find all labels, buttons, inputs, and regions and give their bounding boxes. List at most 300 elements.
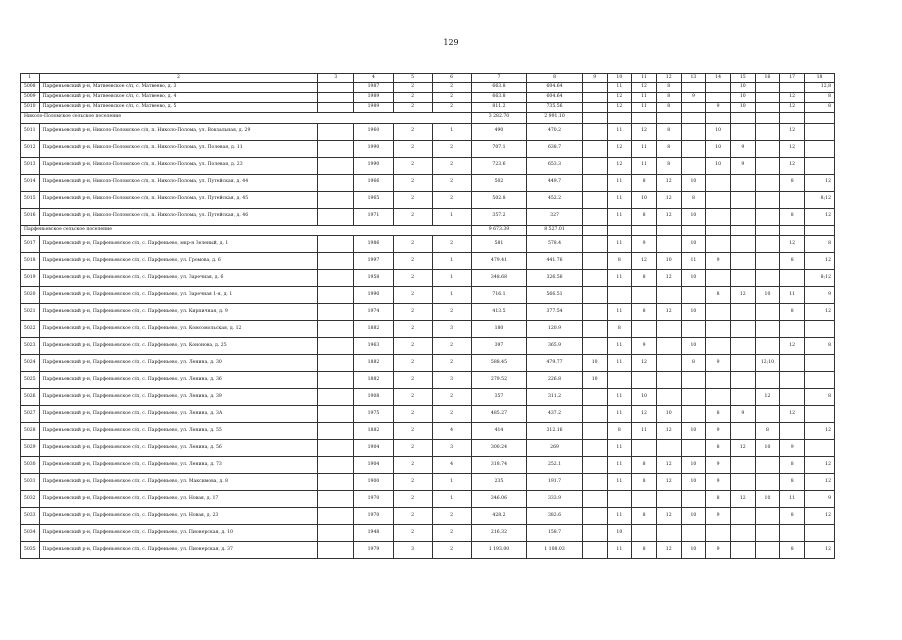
table-cell: 9 bbox=[706, 253, 731, 270]
table-cell: 2 bbox=[432, 525, 471, 542]
table-cell: 4 bbox=[432, 457, 471, 474]
table-cell bbox=[706, 93, 731, 103]
table-cell: 2 bbox=[432, 140, 471, 157]
table-cell bbox=[755, 236, 780, 253]
table-cell: 663.8 bbox=[471, 83, 527, 93]
table-row bbox=[21, 208, 835, 225]
table-cell bbox=[755, 525, 780, 542]
table-cell: 10 bbox=[681, 208, 706, 225]
table-cell: 8 bbox=[755, 423, 780, 440]
table-cell bbox=[780, 270, 805, 287]
table-cell: 8 bbox=[805, 338, 835, 355]
table-cell: 397 bbox=[471, 338, 527, 355]
table-cell bbox=[755, 123, 780, 140]
table-cell: 2 bbox=[393, 103, 432, 113]
table-cell bbox=[318, 440, 354, 457]
table-cell: 2 bbox=[432, 304, 471, 321]
table-cell bbox=[706, 236, 731, 253]
table-cell bbox=[706, 113, 731, 124]
table-cell bbox=[755, 93, 780, 103]
table-cell: 12 bbox=[656, 474, 681, 491]
table-cell: 1908 bbox=[354, 389, 393, 406]
table-cell: 12 bbox=[780, 236, 805, 253]
row-number: 5021 bbox=[21, 304, 40, 321]
table-cell bbox=[730, 525, 755, 542]
table-cell: 216.32 bbox=[471, 525, 527, 542]
table-cell bbox=[706, 304, 731, 321]
table-cell bbox=[318, 525, 354, 542]
table-cell: 9 bbox=[632, 338, 657, 355]
address-cell: Парфеньевский р-н, Парфеньевское с/п, с. Парфеньево, ул. Ленина, д. 3А bbox=[39, 406, 318, 423]
housing-register-table bbox=[20, 73, 835, 559]
table-cell: 12 bbox=[632, 253, 657, 270]
table-cell: 12 bbox=[805, 423, 835, 440]
table-cell: 1979 bbox=[354, 542, 393, 559]
table-row bbox=[21, 423, 835, 440]
table-cell bbox=[632, 287, 657, 304]
subtotal-value: 9 673.39 bbox=[471, 225, 527, 236]
table-cell: 11 bbox=[632, 103, 657, 113]
table-cell bbox=[755, 174, 780, 191]
table-cell: 12 bbox=[656, 457, 681, 474]
table-cell bbox=[318, 491, 354, 508]
table-cell bbox=[730, 191, 755, 208]
table-cell: 588.45 bbox=[471, 355, 527, 372]
table-cell: 12;10 bbox=[755, 355, 780, 372]
table-cell: 1 bbox=[432, 123, 471, 140]
table-cell: 566.51 bbox=[527, 287, 583, 304]
table-cell: 10 bbox=[681, 474, 706, 491]
subtotal-value: 8 527.01 bbox=[527, 225, 583, 236]
table-cell: 1904 bbox=[354, 440, 393, 457]
table-cell: 470.2 bbox=[527, 123, 583, 140]
table-cell: 2 bbox=[432, 83, 471, 93]
table-cell: 2 bbox=[393, 321, 432, 338]
table-cell bbox=[318, 103, 354, 113]
table-cell: 12 bbox=[805, 457, 835, 474]
table-cell bbox=[730, 355, 755, 372]
table-cell: 365.9 bbox=[527, 338, 583, 355]
table-cell bbox=[318, 93, 354, 103]
table-cell: 490 bbox=[471, 123, 527, 140]
table-cell: 8;12 bbox=[805, 191, 835, 208]
table-cell: 8 bbox=[706, 440, 731, 457]
table-cell: 2 bbox=[432, 338, 471, 355]
table-row bbox=[21, 355, 835, 372]
address-cell: Парфеньевский р-н, Николо-Поломское с/п, п. Николо-Полома, ул. Путейская, д. 46 bbox=[39, 208, 318, 225]
table-cell: 8 bbox=[805, 389, 835, 406]
table-cell: 12 bbox=[805, 174, 835, 191]
table-cell: 12 bbox=[780, 93, 805, 103]
table-row bbox=[21, 406, 835, 423]
table-cell: 735.56 bbox=[527, 103, 583, 113]
table-cell bbox=[755, 372, 780, 389]
table-cell: 2 bbox=[393, 93, 432, 103]
address-cell: Парфеньевский р-н, Парфеньевское с/п, с. Парфеньево, ул. Ленина, д. 55 bbox=[39, 423, 318, 440]
table-cell bbox=[582, 389, 607, 406]
table-cell: 1987 bbox=[354, 83, 393, 93]
table-cell: 12,8 bbox=[805, 83, 835, 93]
table-cell bbox=[780, 355, 805, 372]
table-cell: 180 bbox=[471, 321, 527, 338]
table-cell bbox=[632, 372, 657, 389]
table-cell: 2 bbox=[393, 457, 432, 474]
table-cell: 11 bbox=[607, 123, 632, 140]
row-number: 5023 bbox=[21, 338, 40, 355]
table-cell bbox=[681, 287, 706, 304]
address-cell: Парфеньевский р-н, Матвеевское с/п, с. Матвеево, д. 3 bbox=[39, 83, 318, 93]
table-cell bbox=[582, 140, 607, 157]
table-cell: 8 bbox=[780, 304, 805, 321]
address-cell: Парфеньевский р-н, Парфеньевское с/п, с. Парфеньево, ул. Комсомольская, д. 12 bbox=[39, 321, 318, 338]
table-row bbox=[21, 93, 835, 103]
table-cell bbox=[318, 406, 354, 423]
table-cell: 10 bbox=[582, 355, 607, 372]
table-cell: 8 bbox=[780, 508, 805, 525]
table-cell: 8 bbox=[656, 83, 681, 93]
table-cell bbox=[805, 140, 835, 157]
table-cell bbox=[805, 321, 835, 338]
table-cell: 723.6 bbox=[471, 157, 527, 174]
table-cell bbox=[730, 174, 755, 191]
table-cell bbox=[582, 225, 607, 236]
table-cell: 11 bbox=[607, 389, 632, 406]
table-cell: 8 bbox=[805, 236, 835, 253]
table-cell: 158.7 bbox=[527, 525, 583, 542]
table-cell: 11 bbox=[780, 491, 805, 508]
table-body bbox=[21, 83, 835, 559]
table-cell bbox=[780, 191, 805, 208]
table-cell bbox=[805, 123, 835, 140]
column-header: 11 bbox=[632, 74, 657, 83]
table-cell bbox=[805, 406, 835, 423]
table-cell: 2 bbox=[432, 236, 471, 253]
table-cell: 8 bbox=[632, 174, 657, 191]
table-cell: 8 bbox=[706, 491, 731, 508]
table-cell: 269 bbox=[527, 440, 583, 457]
table-cell: 2 bbox=[432, 389, 471, 406]
table-cell: 10 bbox=[681, 304, 706, 321]
table-cell bbox=[656, 225, 681, 236]
table-cell: 479.77 bbox=[527, 355, 583, 372]
address-cell: Парфеньевский р-н, Парфеньевское с/п, с. Парфеньево, ул. Ленина, д. 36 bbox=[39, 372, 318, 389]
table-cell: 8 bbox=[632, 208, 657, 225]
table-cell: 8 bbox=[681, 355, 706, 372]
table-cell: 8 bbox=[632, 542, 657, 559]
row-number: 5016 bbox=[21, 208, 40, 225]
table-cell: 9 bbox=[706, 457, 731, 474]
table-row bbox=[21, 157, 835, 174]
table-cell bbox=[681, 157, 706, 174]
address-cell: Парфеньевский р-н, Парфеньевское с/п, с. Парфеньево, ул. Ленина, д. 73 bbox=[39, 457, 318, 474]
table-cell bbox=[730, 372, 755, 389]
table-cell: 3 bbox=[432, 372, 471, 389]
table-cell: 1 bbox=[432, 491, 471, 508]
table-cell bbox=[318, 270, 354, 287]
table-cell bbox=[730, 123, 755, 140]
table-cell bbox=[632, 225, 657, 236]
table-cell: 2 bbox=[432, 508, 471, 525]
table-cell: 2 bbox=[393, 83, 432, 93]
settlement-subtotal-row bbox=[21, 113, 835, 124]
table-cell: 8 bbox=[632, 508, 657, 525]
table-cell bbox=[582, 123, 607, 140]
table-cell: 2 bbox=[393, 525, 432, 542]
table-cell: 452.2 bbox=[527, 191, 583, 208]
table-cell bbox=[730, 508, 755, 525]
table-cell: 8 bbox=[706, 406, 731, 423]
row-number: 5020 bbox=[21, 287, 40, 304]
table-cell bbox=[681, 440, 706, 457]
table-row bbox=[21, 321, 835, 338]
table-cell bbox=[755, 157, 780, 174]
table-cell: 2 bbox=[393, 140, 432, 157]
table-cell: 12 bbox=[780, 338, 805, 355]
row-number: 5031 bbox=[21, 474, 40, 491]
column-header: 9 bbox=[582, 74, 607, 83]
table-cell bbox=[582, 83, 607, 93]
table-cell bbox=[582, 525, 607, 542]
table-cell: 12 bbox=[632, 355, 657, 372]
table-cell: 10 bbox=[656, 253, 681, 270]
column-header: 7 bbox=[471, 74, 527, 83]
table-cell: 9 bbox=[706, 103, 731, 113]
address-cell: Парфеньевский р-н, Парфеньевское с/п, с. Парфеньево, ул. Кирпичная, д. 9 bbox=[39, 304, 318, 321]
table-cell bbox=[656, 389, 681, 406]
table-cell bbox=[632, 525, 657, 542]
address-cell: Парфеньевский р-н, Матвеевское с/п, с. Матвеево, д. 4 bbox=[39, 93, 318, 103]
table-cell: 1958 bbox=[354, 270, 393, 287]
table-cell: 638.7 bbox=[527, 140, 583, 157]
table-cell: 2 bbox=[393, 372, 432, 389]
table-cell: 8 bbox=[780, 474, 805, 491]
row-number: 5012 bbox=[21, 140, 40, 157]
table-cell: 9 bbox=[706, 355, 731, 372]
row-number: 5025 bbox=[21, 372, 40, 389]
table-cell bbox=[755, 321, 780, 338]
table-cell bbox=[780, 525, 805, 542]
table-cell bbox=[318, 355, 354, 372]
table-cell bbox=[582, 236, 607, 253]
table-cell bbox=[755, 225, 780, 236]
table-cell bbox=[318, 457, 354, 474]
table-row bbox=[21, 372, 835, 389]
column-header: 5 bbox=[393, 74, 432, 83]
table-cell bbox=[730, 542, 755, 559]
table-cell bbox=[318, 236, 354, 253]
table-cell: 12 bbox=[656, 208, 681, 225]
table-cell bbox=[582, 406, 607, 423]
row-number: 5019 bbox=[21, 270, 40, 287]
row-number: 5018 bbox=[21, 253, 40, 270]
table-cell: 11 bbox=[632, 423, 657, 440]
table-cell bbox=[318, 83, 354, 93]
table-cell: 9 bbox=[632, 236, 657, 253]
table-cell: 502 bbox=[471, 174, 527, 191]
table-cell: 2 bbox=[432, 103, 471, 113]
table-cell: 1 bbox=[432, 474, 471, 491]
table-cell: 8 bbox=[805, 93, 835, 103]
table-cell bbox=[582, 253, 607, 270]
table-cell: 502.8 bbox=[471, 191, 527, 208]
table-cell bbox=[318, 191, 354, 208]
table-cell bbox=[730, 457, 755, 474]
table-row bbox=[21, 338, 835, 355]
table-cell bbox=[656, 372, 681, 389]
table-cell: 707.1 bbox=[471, 140, 527, 157]
table-cell bbox=[681, 83, 706, 93]
table-cell: 8 bbox=[706, 287, 731, 304]
table-cell: 663.8 bbox=[471, 93, 527, 103]
table-cell bbox=[780, 225, 805, 236]
table-cell bbox=[706, 321, 731, 338]
address-cell: Парфеньевский р-н, Парфеньевское с/п, с. Парфеньево, ул. Максимова, д. 8 bbox=[39, 474, 318, 491]
table-cell: 326.56 bbox=[527, 270, 583, 287]
table-cell: 9 bbox=[681, 93, 706, 103]
subtotal-value: 3 282.70 bbox=[471, 113, 527, 124]
table-cell: 12 bbox=[656, 270, 681, 287]
table-cell: 10 bbox=[681, 174, 706, 191]
column-header: 12 bbox=[656, 74, 681, 83]
table-cell: 10 bbox=[582, 372, 607, 389]
table-cell: 11 bbox=[607, 440, 632, 457]
table-cell bbox=[805, 372, 835, 389]
table-cell: 8 bbox=[632, 270, 657, 287]
table-cell: 327 bbox=[527, 208, 583, 225]
table-cell bbox=[318, 174, 354, 191]
address-cell: Парфеньевский р-н, Парфеньевское с/п, с. Парфеньево, ул. Громова, д. 6 bbox=[39, 253, 318, 270]
settlement-name: Николо-Поломское сельское поселение bbox=[21, 113, 472, 124]
table-cell: 252.1 bbox=[527, 457, 583, 474]
table-cell: 12 bbox=[656, 542, 681, 559]
table-cell: 581 bbox=[471, 236, 527, 253]
table-cell: 3 bbox=[393, 542, 432, 559]
table-cell: 604.64 bbox=[527, 93, 583, 103]
table-cell: 9 bbox=[805, 491, 835, 508]
table-cell bbox=[582, 338, 607, 355]
table-cell bbox=[780, 321, 805, 338]
table-cell: 9 bbox=[805, 287, 835, 304]
table-cell: 8 bbox=[632, 304, 657, 321]
table-cell: 1970 bbox=[354, 508, 393, 525]
table-cell bbox=[582, 93, 607, 103]
table-cell: 9 bbox=[706, 542, 731, 559]
table-cell: 12 bbox=[805, 542, 835, 559]
table-cell bbox=[706, 191, 731, 208]
table-cell bbox=[780, 83, 805, 93]
column-header: 16 bbox=[755, 74, 780, 83]
table-cell: 12 bbox=[805, 304, 835, 321]
table-cell bbox=[755, 474, 780, 491]
table-cell bbox=[805, 225, 835, 236]
table-cell bbox=[730, 253, 755, 270]
table-cell: 2 bbox=[393, 287, 432, 304]
table-cell: 12 bbox=[656, 304, 681, 321]
table-cell bbox=[656, 287, 681, 304]
table-cell: 1900 bbox=[354, 474, 393, 491]
table-cell: 9 bbox=[780, 440, 805, 457]
table-cell bbox=[582, 103, 607, 113]
table-cell bbox=[681, 123, 706, 140]
column-header: 13 bbox=[681, 74, 706, 83]
table-cell: 1989 bbox=[354, 93, 393, 103]
table-cell: 11 bbox=[607, 208, 632, 225]
table-cell: 9 bbox=[706, 474, 731, 491]
table-cell bbox=[805, 113, 835, 124]
table-row bbox=[21, 542, 835, 559]
table-cell: 2 bbox=[432, 157, 471, 174]
table-row bbox=[21, 270, 835, 287]
table-cell bbox=[730, 474, 755, 491]
table-cell: 1882 bbox=[354, 321, 393, 338]
table-cell bbox=[730, 321, 755, 338]
table-cell bbox=[681, 372, 706, 389]
table-cell bbox=[656, 236, 681, 253]
table-cell: 10 bbox=[681, 338, 706, 355]
table-cell bbox=[730, 304, 755, 321]
row-number: 5034 bbox=[21, 525, 40, 542]
table-cell bbox=[755, 338, 780, 355]
table-cell bbox=[805, 525, 835, 542]
table-cell bbox=[318, 372, 354, 389]
table-cell: 10 bbox=[681, 457, 706, 474]
table-cell: 12 bbox=[607, 157, 632, 174]
table-cell: 2 bbox=[393, 491, 432, 508]
table-cell bbox=[318, 508, 354, 525]
table-cell: 604.64 bbox=[527, 83, 583, 93]
table-cell bbox=[755, 457, 780, 474]
table-cell: 12 bbox=[805, 208, 835, 225]
table-cell bbox=[607, 225, 632, 236]
row-number: 5029 bbox=[21, 440, 40, 457]
table-cell: 2 bbox=[393, 304, 432, 321]
table-cell bbox=[681, 525, 706, 542]
table-cell bbox=[582, 440, 607, 457]
table-cell bbox=[318, 474, 354, 491]
table-cell: 2 bbox=[393, 423, 432, 440]
table-cell: 1970 bbox=[354, 491, 393, 508]
table-cell bbox=[706, 208, 731, 225]
column-header: 4 bbox=[354, 74, 393, 83]
row-number: 5013 bbox=[21, 157, 40, 174]
table-cell: 2 bbox=[393, 157, 432, 174]
table-cell: 2 bbox=[393, 474, 432, 491]
table-cell bbox=[755, 140, 780, 157]
table-cell bbox=[730, 338, 755, 355]
table-cell bbox=[755, 542, 780, 559]
address-cell: Парфеньевский р-н, Парфеньевское с/п, с. Парфеньево, ул. Ленина, д. 39 bbox=[39, 389, 318, 406]
table-cell: 10 bbox=[730, 103, 755, 113]
table-cell: 437.2 bbox=[527, 406, 583, 423]
table-cell: 12 bbox=[780, 140, 805, 157]
table-cell bbox=[780, 389, 805, 406]
table-cell: 11 bbox=[607, 508, 632, 525]
column-header: 3 bbox=[318, 74, 354, 83]
table-cell bbox=[632, 440, 657, 457]
table-cell: 653.3 bbox=[527, 157, 583, 174]
address-cell: Парфеньевский р-н, Парфеньевское с/п, с. Парфеньево, ул. Пионерская, д. 10 bbox=[39, 525, 318, 542]
table-cell: 1966 bbox=[354, 174, 393, 191]
table-row bbox=[21, 191, 835, 208]
row-number: 5030 bbox=[21, 457, 40, 474]
table-cell: 2 bbox=[432, 174, 471, 191]
table-cell: 8 bbox=[656, 140, 681, 157]
table-cell: 12 bbox=[730, 287, 755, 304]
table-cell: 318.74 bbox=[471, 457, 527, 474]
table-cell bbox=[607, 287, 632, 304]
table-cell: 3 bbox=[432, 440, 471, 457]
table-cell: 8 bbox=[780, 542, 805, 559]
